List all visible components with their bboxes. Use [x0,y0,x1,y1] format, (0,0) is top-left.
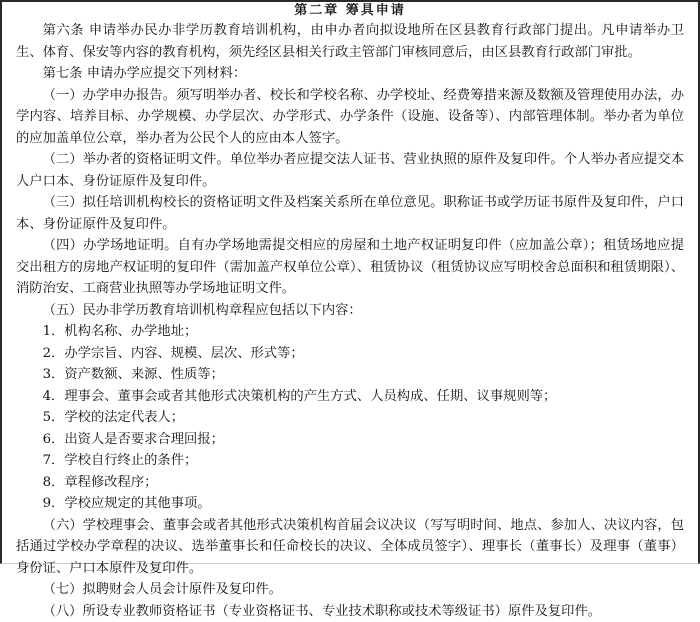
list-item: 1．机构名称、办学地址； [16,321,684,343]
list-item: 6．出资人是否要求合理回报； [16,429,684,451]
paragraph-item-4: （四）办学场地证明。自有办学场地需提交相应的房屋和土地产权证明复印件（应加盖公章）；租赁场地应提交出租方的房地产权证明的复印件（需加盖产权单位公章）、租赁协议（租赁协议应写明校舍总面积和租赁期限）、消防治安、工商营业执照等办学场地证明文件。 [16,235,684,300]
paragraph-item-1: （一）办学申办报告。须写明举办者、校长和学校名称、办学校址、经费筹措来源及数额及管理使用办法，办学内容、培养目标、办学规模、办学层次、办学形式、办学条件（设施、设备等）、内部管理体制。举办者为单位的应加盖单位公章，举办者为公民个人的应由本人签字。 [16,85,684,150]
list-item: 5．学校的法定代表人； [16,407,684,429]
list-item: 3．资产数额、来源、性质等； [16,364,684,386]
paragraph-item-3: （三）拟任培训机构校长的资格证明文件及档案关系所在单位意见。职称证书或学历证书原件及复印件，户口本、身份证原件及复印件。 [16,192,684,235]
document-body [2,20,698,622]
paragraph-article-7: 第七条 申请办学应提交下列材料： [16,63,684,85]
list-item: 2．办学宗旨、内容、规模、层次、形式等； [16,343,684,365]
paragraph-article-6: 第六条 申请举办民办非学历教育培训机构，由申办者向拟设地所在区县教育行政部门提出。凡申请举办卫生、体育、保安等内容的教育机构，须先经区县相关行政主管部门审核同意后，由区县教育行政部门审批。 [16,20,684,63]
paragraph-item-6: （六）学校理事会、董事会或者其他形式决策机构首届会议决议（写写明时间、地点、参加人、决议内容，包括通过学校办学章程的决议、选举董事长和任命校长的决议、全体成员签字）、理事长（董事长）及理事（董事）身份证、户口本原件及复印件。 [16,515,684,580]
chapter-header: 第二章 筹具申请 [2,3,698,19]
paragraph-item-5: （五）民办非学历教育培训机构章程应包括以下内容： [16,300,684,322]
list-item: 4．理事会、董事会或者其他形式决策机构的产生方式、人员构成、任期、议事规则等； [16,386,684,408]
paragraph-item-7: （七）拟聘财会人员会计原件及复印件。 [16,579,684,601]
list-item: 8．章程修改程序； [16,472,684,494]
list-item: 9．学校应规定的其他事项。 [16,493,684,515]
paragraph-item-8: （八）所设专业教师资格证书（专业资格证书、专业技术职称或技术等级证书）原件及复印件。 [16,601,684,622]
paragraph-item-2: （二）举办者的资格证明文件。单位举办者应提交法人证书、营业执照的原件及复印件。个人举办者应提交本人户口本、身份证原件及复印件。 [16,149,684,192]
list-item: 7．学校自行终止的条件； [16,450,684,472]
